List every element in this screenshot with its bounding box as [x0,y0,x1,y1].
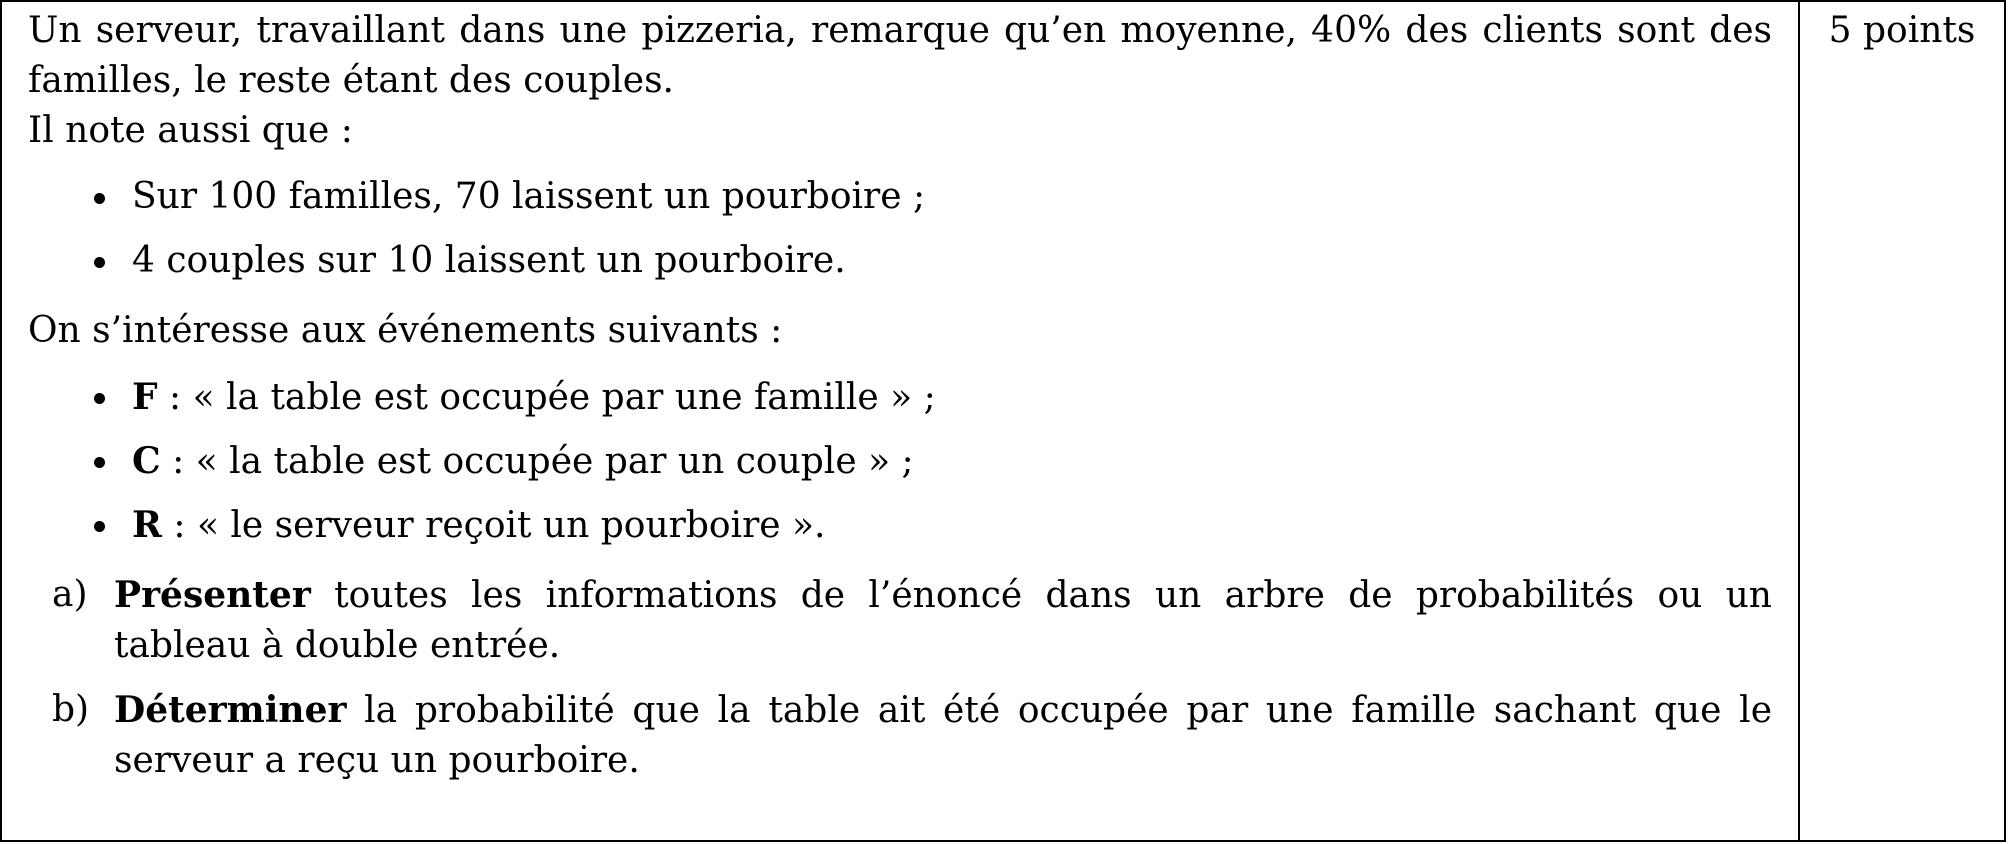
event-text: : « le serveur reçoit un pourboire ». [161,505,826,546]
event-letter: C [132,440,161,482]
bullet-icon [94,257,105,268]
list-item [28,172,1772,224]
event-letter: F [132,376,158,418]
points-label: 5 points [1828,10,1976,51]
event-text: : « la table est occupée par un couple » ; [160,441,914,482]
event-text: : « la table est occupée par une famille » ; [157,377,936,418]
events-list [28,372,1772,552]
note-intro: Il note aussi que : [28,110,353,151]
question-marker: b) [52,689,90,730]
bullet-icon [94,193,105,204]
question-verb: Déterminer [114,689,347,731]
question-item [28,570,1772,671]
notes-list [28,172,1772,288]
note-text: Sur 100 familles, 70 laissent un pourboire ; [132,176,926,217]
bullet-icon [94,393,105,404]
points-cell [1800,2,2004,840]
question-text: la probabilité que la table ait été occupée par une famille sachant que le serveur a reçu un pourboire. [114,690,1772,781]
question-verb: Présenter [114,574,311,616]
list-item [28,500,1772,552]
bullet-icon [94,521,105,532]
note-text: 4 couples sur 10 laissent un pourboire. [132,240,846,281]
events-intro: On s’intéresse aux événements suivants : [28,310,783,351]
questions-list [28,570,1772,786]
event-letter: R [132,504,162,546]
question-text: toutes les informations de l’énoncé dans un arbre de probabilités ou un tableau à double entrée. [114,575,1772,666]
list-item [28,436,1772,488]
question-item [28,685,1772,786]
exercise-statement-cell [2,2,1800,840]
list-item [28,372,1772,424]
bullet-icon [94,457,105,468]
intro-paragraph: Un serveur, travaillant dans une pizzeria, remarque qu’en moyenne, 40% des clients sont des familles, le reste étant des couples. [28,10,1772,101]
list-item [28,236,1772,288]
question-marker: a) [52,574,88,615]
